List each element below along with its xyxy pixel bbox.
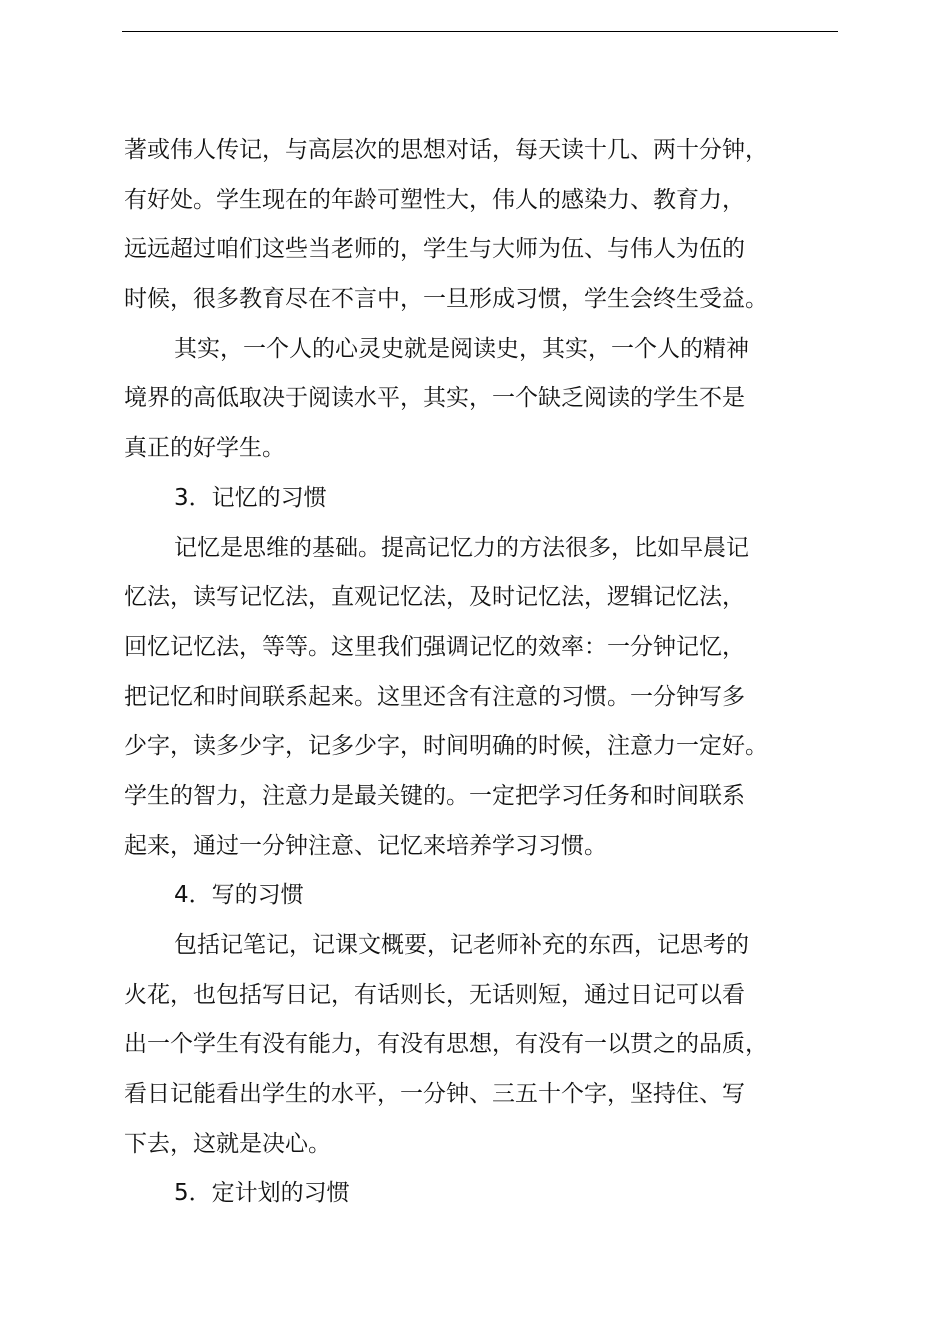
text-line: 火花，也包括写日记，有话则长，无话则短，通过日记可以看 (124, 981, 745, 1008)
text-line: 回忆记忆法，等等。这里我们强调记忆的效率：一分钟记忆， (124, 633, 745, 660)
text-line: 起来，通过一分钟注意、记忆来培养学习习惯。 (124, 832, 607, 859)
text-line: 其实，一个人的心灵史就是阅读史，其实，一个人的精神 (174, 335, 749, 362)
section-heading: 3．记忆的习惯 (174, 484, 327, 511)
section-heading: 4．写的习惯 (174, 882, 304, 909)
text-line: 学生的智力，注意力是最关键的。一定把学习任务和时间联系 (124, 782, 745, 809)
section-heading: 5．定计划的习惯 (174, 1180, 350, 1207)
text-line: 把记忆和时间联系起来。这里还含有注意的习惯。一分钟写多 (124, 683, 745, 710)
text-line: 看日记能看出学生的水平，一分钟、三五十个字，坚持住、写 (124, 1081, 745, 1108)
text-line: 少字，读多少字，记多少字，时间明确的时候，注意力一定好。 (124, 733, 768, 760)
text-line: 著或伟人传记，与高层次的思想对话，每天读十几、两十分钟， (124, 137, 768, 163)
text-line: 境界的高低取决于阅读水平，其实，一个缺乏阅读的学生不是 (124, 385, 745, 412)
text-line: 下去，这就是决心。 (124, 1130, 331, 1157)
document-body (124, 126, 874, 1219)
text-line: 忆法，读写记忆法，直观记忆法，及时记忆法，逻辑记忆法， (124, 584, 745, 611)
text-line: 时候，很多教育尽在不言中，一旦形成习惯，学生会终生受益。 (124, 286, 768, 313)
text-line: 远远超过咱们这些当老师的，学生与大师为伍、与伟人为伍的 (124, 236, 745, 263)
text-line: 记忆是思维的基础。提高记忆力的方法很多，比如早晨记 (174, 534, 749, 561)
text-line: 有好处。学生现在的年龄可塑性大，伟人的感染力、教育力， (124, 186, 745, 213)
text-line: 出一个学生有没有能力，有没有思想，有没有一以贯之的品质， (124, 1031, 768, 1058)
header-rule (122, 31, 838, 32)
text-line: 真正的好学生。 (124, 435, 285, 462)
text-line: 包括记笔记，记课文概要，记老师补充的东西，记思考的 (174, 932, 749, 958)
